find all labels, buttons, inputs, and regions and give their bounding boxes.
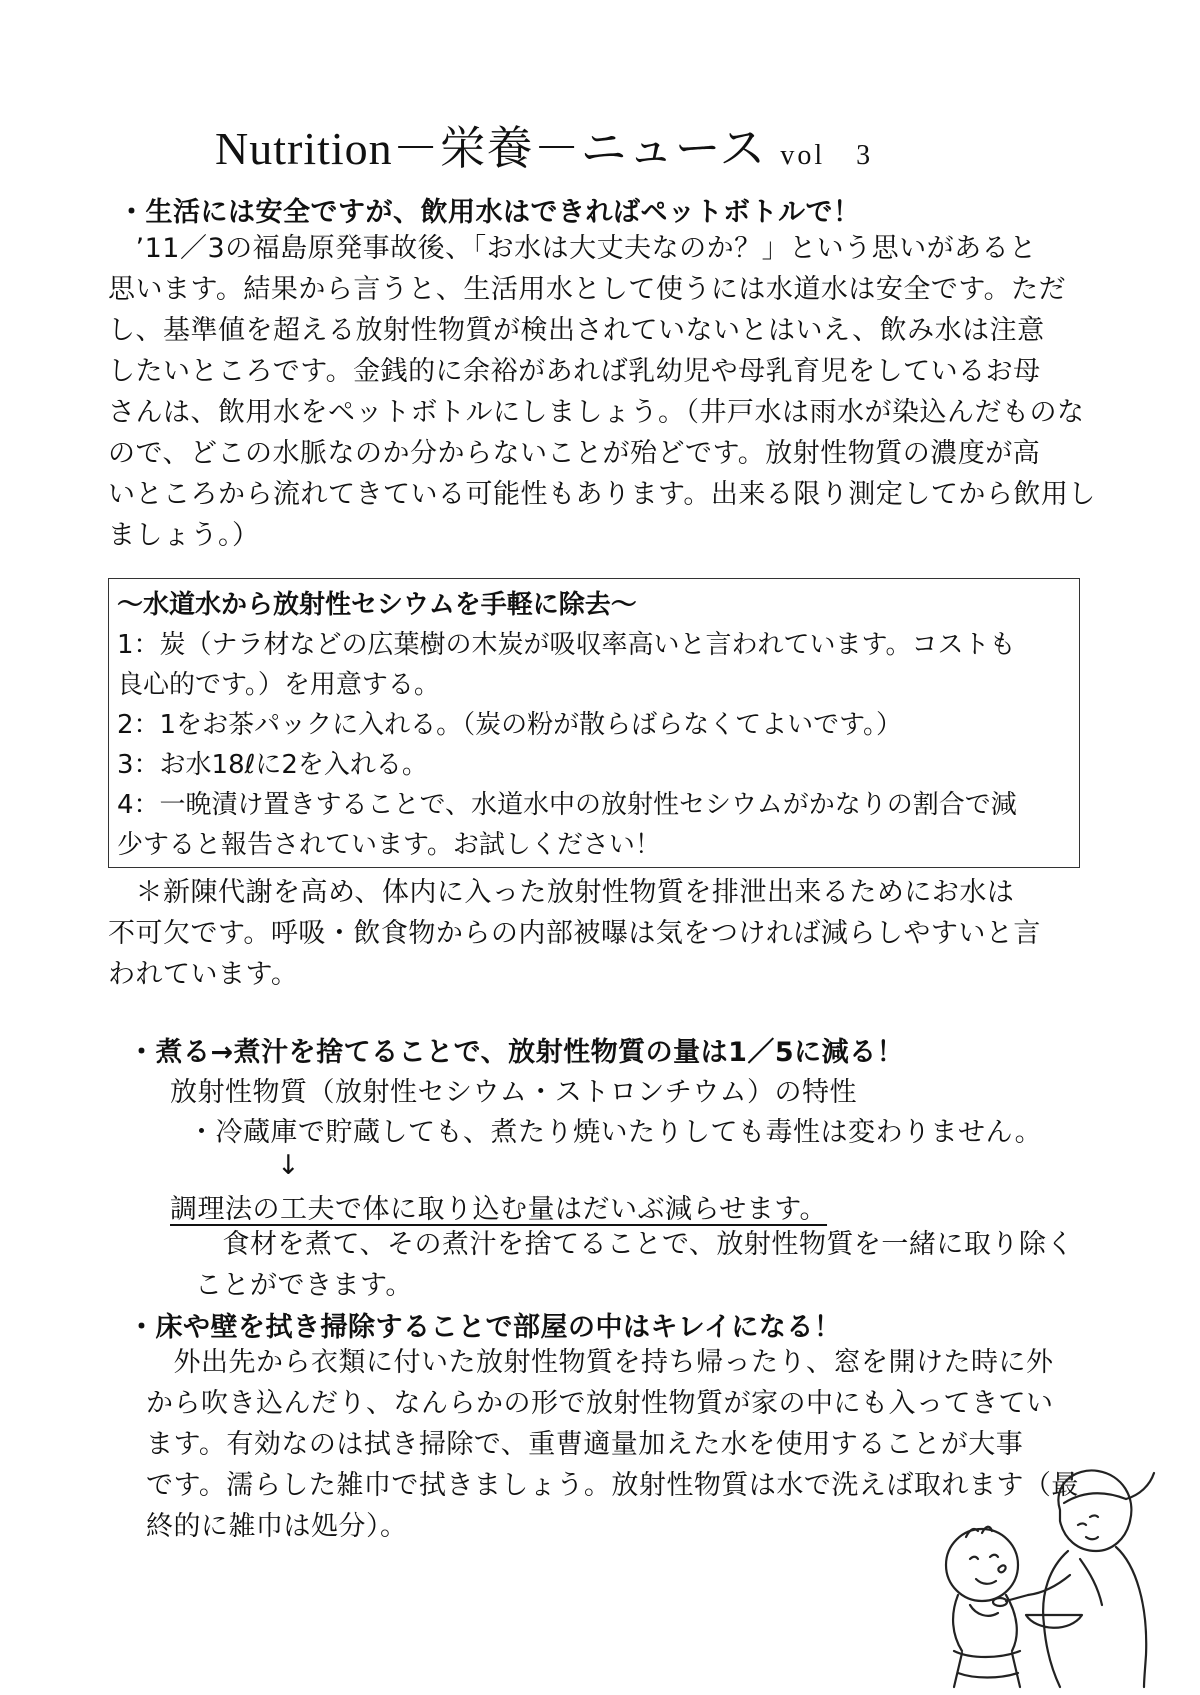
section2-heading: ・煮る→煮汁を捨てることで、放射性物質の量は1／5に減る！ xyxy=(128,1037,905,1068)
box-line-3: 2：1をお茶パックに入れる。（炭の粉が散らばらなくてよいです。） xyxy=(117,710,903,740)
box-line-6: 少すると報告されています。お試しください！ xyxy=(117,830,661,860)
section1-line-5: さんは、飲用水をペットボトルにしましょう。（井戸水は雨水が染込んだものな xyxy=(108,397,1085,428)
section1-line-4: したいところです。金銭的に余裕があれば乳幼児や母乳育児をしているお母 xyxy=(108,356,1041,387)
box-line-4: 3：お水18ℓに2を入れる。 xyxy=(117,750,428,780)
page-title xyxy=(215,112,873,178)
box-line-2: 良心的です。）を用意する。 xyxy=(117,670,440,700)
section2-body xyxy=(195,1224,1074,1306)
section1-line-6: ので、どこの水脈なのか分からないことが殆どです。放射性物質の濃度が高 xyxy=(108,438,1041,469)
section2-underlined: 調理法の工夫で体に取り込む量はだいぶ減らせます。 xyxy=(170,1194,828,1225)
cesium-removal-box xyxy=(108,578,1080,868)
box-line-1: 1：炭（ナラ材などの広葉樹の木炭が吸収率高いと言われています。コストも xyxy=(117,630,1016,660)
box-line-5: 4：一晩漬け置きすることで、水道水中の放射性セシウムがかなりの割合で減 xyxy=(117,790,1017,820)
note-line-2: 不可欠です。呼吸・飲食物からの内部被曝は気をつければ減らしやすいと言 xyxy=(108,918,1041,949)
box-title: ～水道水から放射性セシウムを手軽に除去～ xyxy=(117,590,637,620)
section1-heading: ・生活には安全ですが、飲用水はできればペットボトルで！ xyxy=(118,197,861,228)
mother-feeding-baby-illustration xyxy=(940,1455,1160,1690)
section2-property: 放射性物質（放射性セシウム・ストロンチウム）の特性 xyxy=(170,1077,857,1108)
section1-line-8: ましょう。） xyxy=(108,520,260,551)
section2-line-1: 食材を煮て、その煮汁を捨てることで、放射性物質を一緒に取り除く xyxy=(195,1229,1074,1260)
section2-bullet: ・冷蔵庫で貯蔵しても、煮たり焼いたりしても毒性は変わりません。 xyxy=(188,1117,1043,1148)
note-body xyxy=(108,872,1041,995)
title-main: Nutrition－栄養－ニュース xyxy=(215,123,767,174)
note-line-1: ＊新陳代謝を高め、体内に入った放射性物質を排泄出来るためにお水は xyxy=(108,877,1015,908)
section3-line-3: ます。有効なのは拭き掃除で、重曹適量加えた水を使用することが大事 xyxy=(146,1429,1024,1460)
section3-line-5: 終的に雑巾は処分）。 xyxy=(146,1511,408,1542)
section2-line-2: ことができます。 xyxy=(195,1270,413,1301)
section1-body xyxy=(108,228,1096,556)
section3-line-4: です。濡らした雑巾で拭きましょう。放射性物質は水で洗えば取れます（最 xyxy=(146,1470,1079,1501)
volume-number: vol 3 xyxy=(780,140,874,171)
section3-line-1: 外出先から衣類に付いた放射性物質を持ち帰ったり、窓を開けた時に外 xyxy=(146,1347,1054,1378)
section3-heading: ・床や壁を拭き掃除することで部屋の中はキレイになる！ xyxy=(128,1312,842,1343)
section3-body xyxy=(146,1342,1079,1547)
section3-line-2: から吹き込んだり、なんらかの形で放射性物質が家の中にも入ってきてい xyxy=(146,1388,1054,1419)
box-content xyxy=(117,585,1017,865)
section1-line-2: 思います。結果から言うと、生活用水として使うには水道水は安全です。ただ xyxy=(108,274,1067,305)
section1-line-3: し、基準値を超える放射性物質が検出されていないとはいえ、飲み水は注意 xyxy=(108,315,1045,346)
section1-line-7: いところから流れてきている可能性もあります。出来る限り測定してから飲用し xyxy=(108,479,1096,510)
section1-line-1: ’11／3の福島原発事故後、「お水は大丈夫なのか？」という思いがあると xyxy=(108,233,1037,264)
down-arrow: ↓ xyxy=(277,1150,301,1181)
note-line-3: われています。 xyxy=(108,959,299,990)
